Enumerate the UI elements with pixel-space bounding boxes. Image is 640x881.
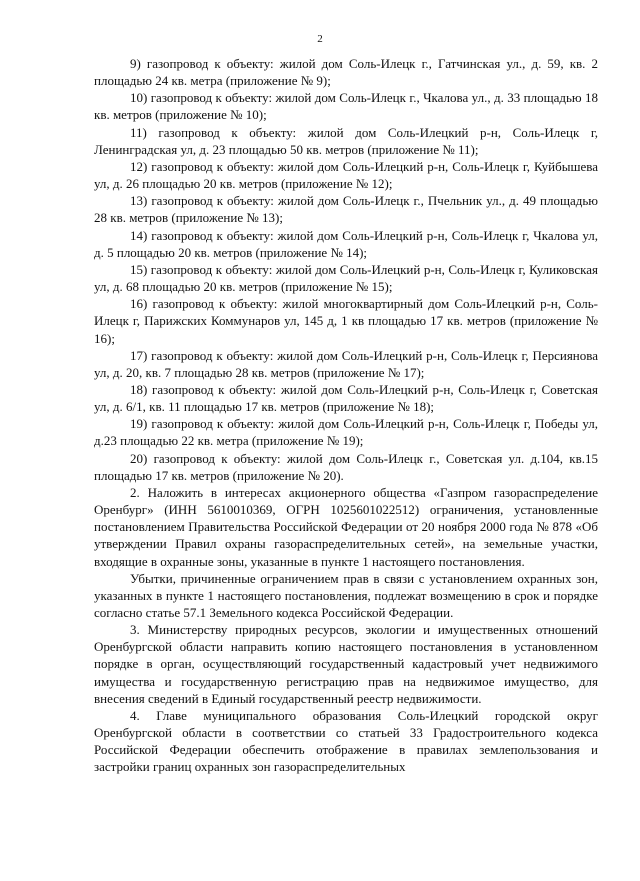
paragraph-item-14: 14) газопровод к объекту: жилой дом Соль-Илецкий р-н, Соль-Илецк г, Чкалова ул, д. 5 площадью 20 кв. метров (приложение № 14); xyxy=(94,227,598,260)
paragraph-section-4: 4. Главе муниципального образования Соль-Илецкий городской округ Оренбургской области в соответствии со статьей 33 Градостроительного кодекса Российской Федерации обеспечить отображение в правилах землепользования и застройки границ охранных зон газораспределительных xyxy=(94,707,598,775)
paragraph-item-12: 12) газопровод к объекту: жилой дом Соль-Илецкий р-н, Соль-Илецк г, Куйбышева ул, д. 26 площадью 20 кв. метров (приложение № 12); xyxy=(94,158,598,192)
paragraph-damages: Убытки, причиненные ограничением прав в связи с установлением охранных зон, указанных в пункте 1 настоящего постановления, подлежат возмещению в срок и порядке согласно статье 57.1 Земельного кодекса Российской Федерации. xyxy=(94,570,598,620)
paragraph-item-9: 9) газопровод к объекту: жилой дом Соль-Илецк г., Гатчинская ул., д. 59, кв. 2 площадью 24 кв. метра (приложение № 9); xyxy=(94,56,598,89)
paragraph-item-19: 19) газопровод к объекту: жилой дом Соль-Илецкий р-н, Соль-Илецк г, Победы ул, д.23 площадью 22 кв. метра (приложение № 19); xyxy=(94,416,598,449)
paragraph-item-18: 18) газопровод к объекту: жилой дом Соль-Илецкий р-н, Соль-Илецк г, Советская ул, д. 6/1, кв. 11 площадью 17 кв. метров (приложение № 18); xyxy=(94,381,598,415)
paragraph-section-2: 2. Наложить в интересах акционерного общества «Газпром газораспределение Оренбург» (ИНН 5610010369, ОГРН 1025601022512) ограничения, установленные постановлением Правительства Российской Федерации от 20 ноября 2000 года № 878 «Об утверждении Правил охраны газораспределительных сетей», на земельные участки, входящие в охранные зоны, указанные в пункте 1 настоящего постановления. xyxy=(94,484,598,569)
paragraph-item-20: 20) газопровод к объекту: жилой дом Соль-Илецк г., Советская ул. д.104, кв.15 площадью 17 кв. метров (приложение № 20). xyxy=(94,450,598,483)
paragraph-item-16: 16) газопровод к объекту: жилой многоквартирный дом Соль-Илецкий р-н, Соль-Илецк г, Парижских Коммунаров ул, 145 д, 1 кв площадью 17 кв. метров (приложение № 16); xyxy=(94,296,598,346)
page-number: 2 xyxy=(317,33,323,45)
paragraph-item-13: 13) газопровод к объекту: жилой дом Соль-Илецк г., Пчельник ул., д. 49 площадью 28 кв. метров (приложение № 13); xyxy=(94,193,598,226)
paragraph-item-17: 17) газопровод к объекту: жилой дом Соль-Илецкий р-н, Соль-Илецк г, Персиянова ул, д. 20, кв. 7 площадью 28 кв. метров (приложение № 17); xyxy=(94,347,598,380)
paragraph-item-10: 10) газопровод к объекту: жилой дом Соль-Илецк г., Чкалова ул., д. 33 площадью 18 кв. метров (приложение № 10); xyxy=(94,90,598,123)
document-body xyxy=(94,55,598,776)
paragraph-item-11: 11) газопровод к объекту: жилой дом Соль-Илецкий р-н, Соль-Илецк г, Ленинградская ул, д. 23 площадью 50 кв. метров (приложение № 11); xyxy=(94,124,598,157)
paragraph-item-15: 15) газопровод к объекту: жилой дом Соль-Илецкий р-н, Соль-Илецк г, Куликовская ул, д. 68 площадью 20 кв. метров (приложение № 15); xyxy=(94,261,598,295)
paragraph-section-3: 3. Министерству природных ресурсов, экологии и имущественных отношений Оренбургской области направить копию настоящего постановления в установленном порядке в орган, осуществляющий государственный кадастровый учет недвижимого имущества и государственную регистрацию прав на недвижимое имущество, для внесения сведений в Единый государственный реестр недвижимости. xyxy=(94,622,598,706)
